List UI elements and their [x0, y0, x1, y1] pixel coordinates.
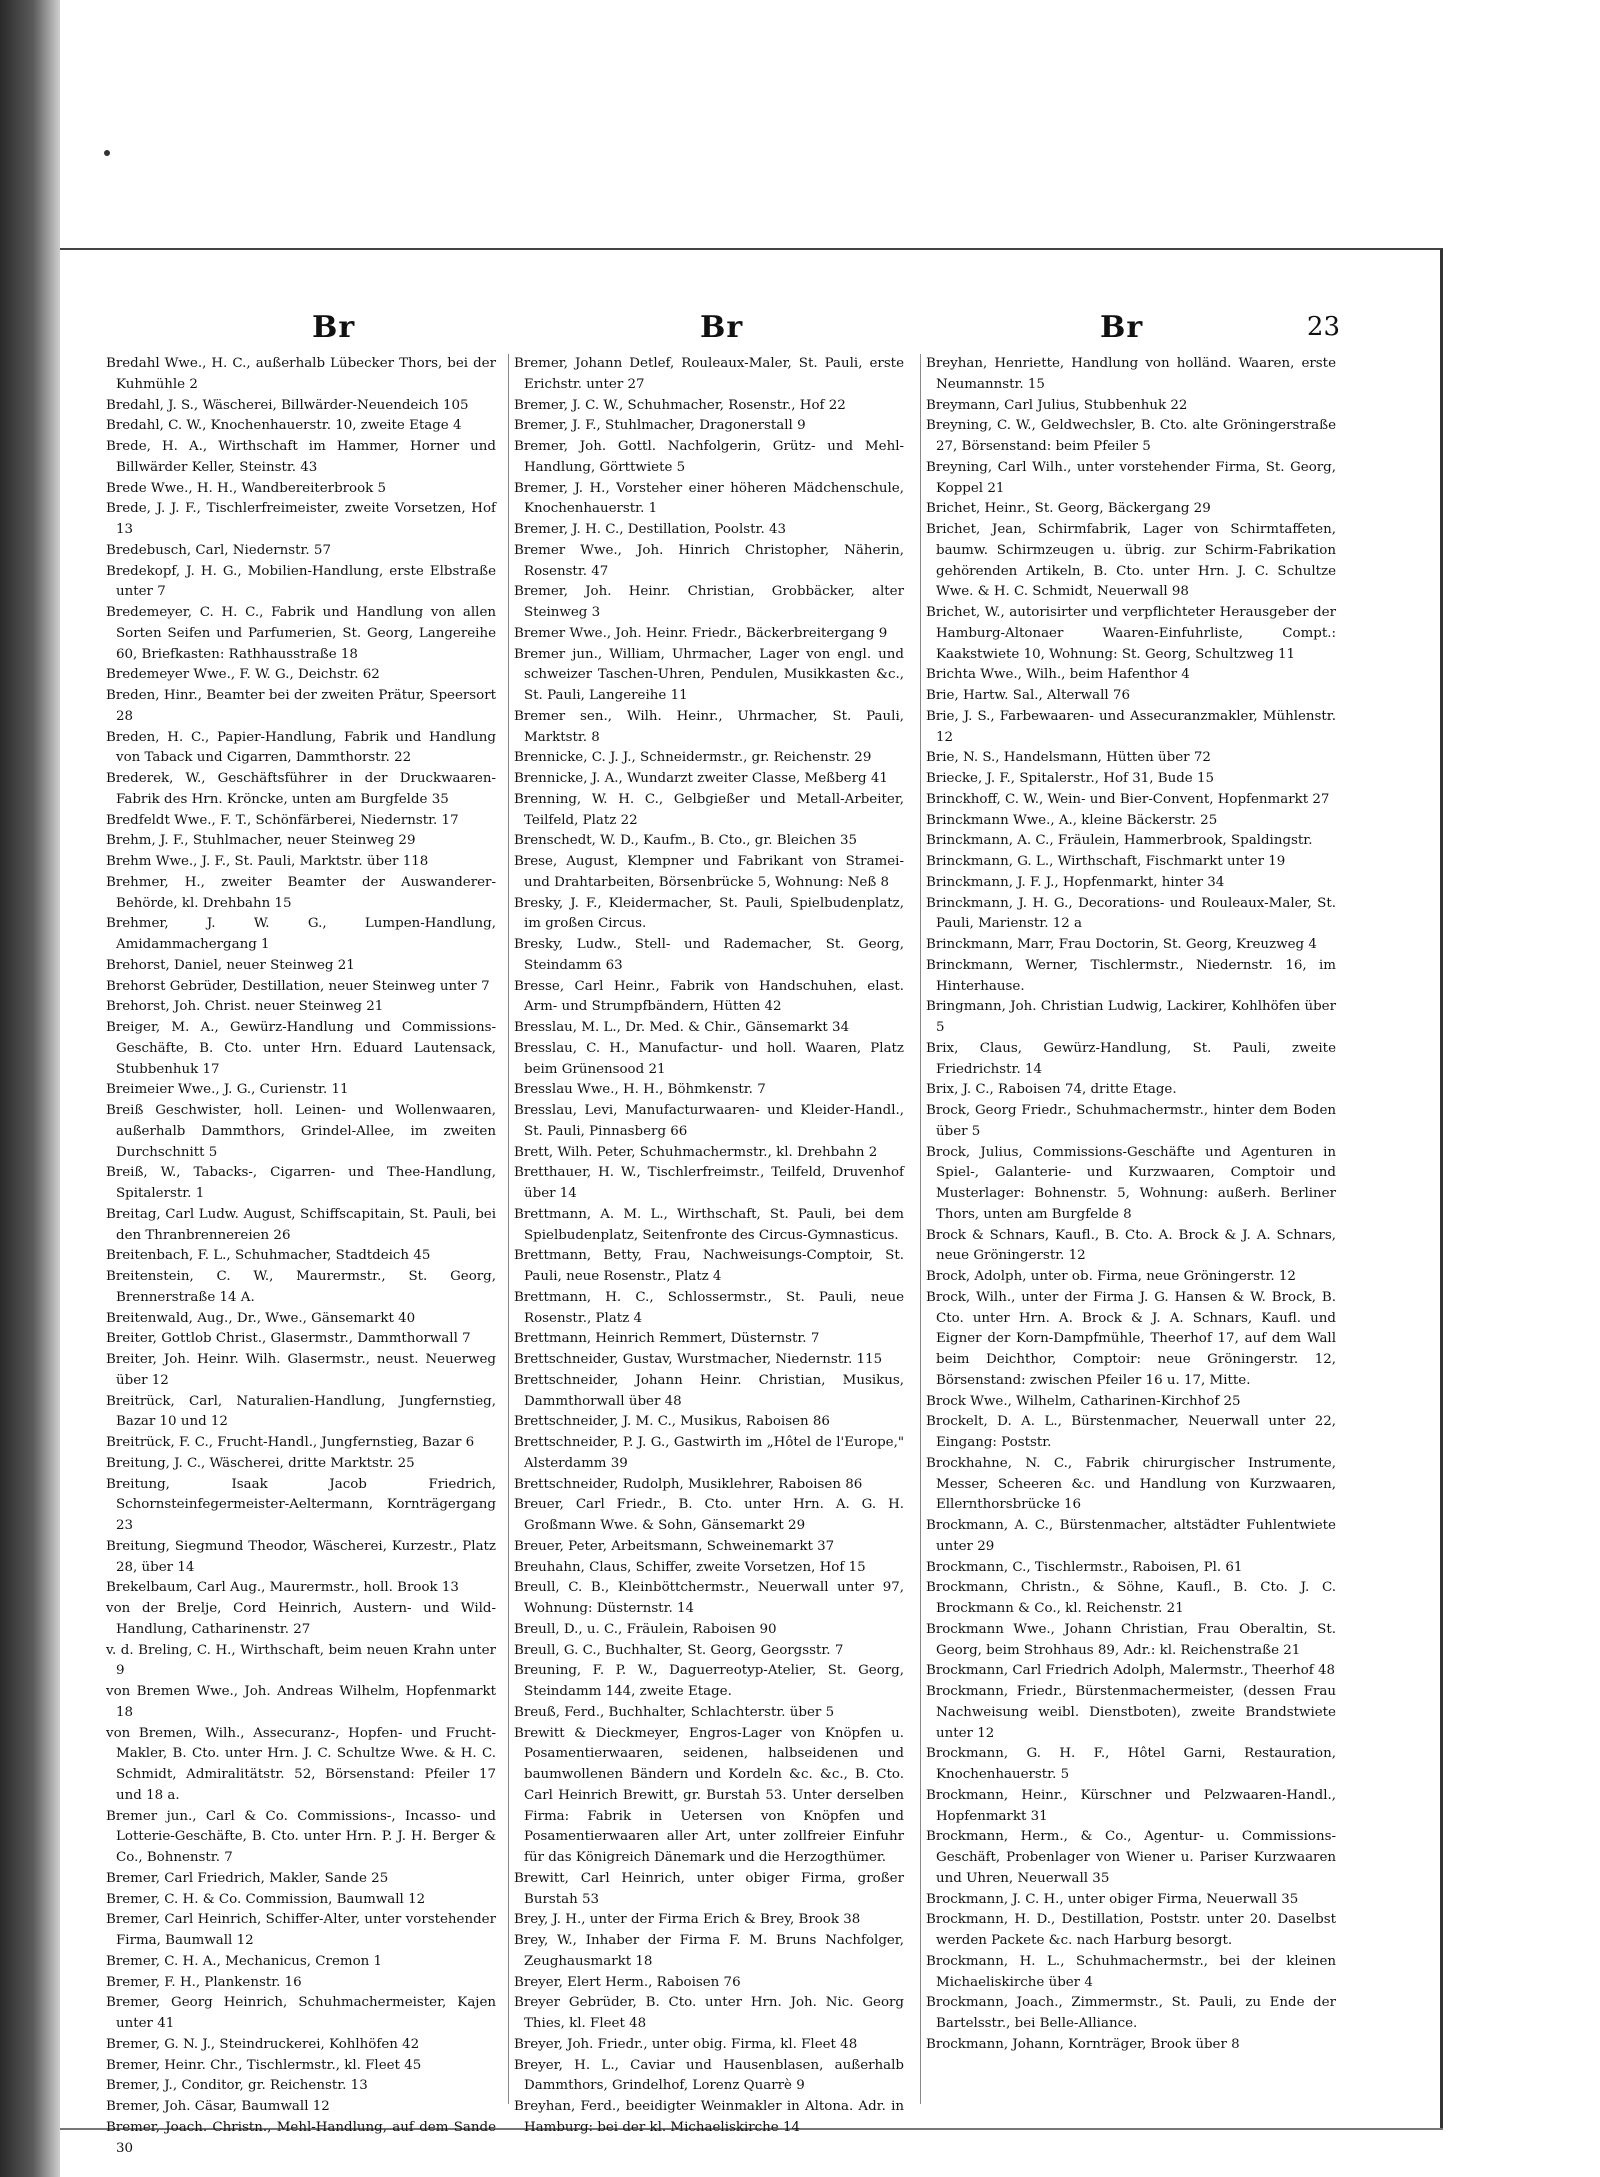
directory-entry: Bremer, C. H. & Co. Commission, Baumwall 12 [106, 1891, 426, 1907]
directory-entry: Brock, Julius, Commissions-Geschäfte und Agenturen in Spiel-, Galanterie- und Kurzwaaren, Comptoir und Musterlager: Bohnenstr. 5, Wohnung: außerh. Berliner Thors, unten am Burgfelde 8 [926, 1144, 1336, 1222]
directory-entry: Bresslau Wwe., H. H., Böhmkenstr. 7 [514, 1082, 766, 1098]
directory-column-1 [106, 354, 496, 2156]
directory-entry: Breuhahn, Claus, Schiffer, zweite Vorsetzen, Hof 15 [514, 1559, 866, 1575]
directory-entry: Brinckmann, A. C., Fräulein, Hammerbrook, Spaldingstr. [926, 833, 1313, 849]
directory-entry: Brockmann, C., Tischlermstr., Raboisen, Pl. 61 [926, 1559, 1243, 1575]
directory-entry: Breyer, H. L., Caviar und Hausenblasen, außerhalb Dammthors, Grindelhof, Lorenz Quarrè 9 [514, 2057, 904, 2094]
directory-entry: Breymann, Carl Julius, Stubbenhuk 22 [926, 397, 1188, 413]
directory-entry: Breitenwald, Aug., Dr., Wwe., Gänsemarkt 40 [106, 1310, 416, 1326]
directory-entry: Brettschneider, Gustav, Wurstmacher, Niedernstr. 115 [514, 1352, 883, 1367]
directory-entry: Brehorst Gebrüder, Destillation, neuer Steinweg unter 7 [106, 978, 490, 994]
directory-entry: Brehorst, Daniel, neuer Steinweg 21 [106, 957, 355, 973]
directory-entry: Brekelbaum, Carl Aug., Maurermstr., holl. Brook 13 [106, 1580, 459, 1596]
directory-entry: Brockmann, Christn., & Söhne, Kaufl., B. Cto. J. C. Brockmann & Co., kl. Reichenstr. 21 [926, 1580, 1336, 1616]
directory-entry: Bretthauer, H. W., Tischlerfreimstr., Teilfeld, Druvenhof über 14 [514, 1165, 904, 1201]
directory-entry: Brennicke, C. J. J., Schneidermstr., gr. Reichenstr. 29 [514, 750, 872, 766]
directory-entry: Brockmann, Johann, Kornträger, Brook über 8 [926, 2036, 1240, 2052]
directory-entry: Breitrück, F. C., Frucht-Handl., Jungfernstieg, Bazar 6 [106, 1435, 475, 1450]
directory-entry: Brinckmann Wwe., A., kleine Bäckerstr. 25 [926, 812, 1218, 828]
directory-entry: Breuer, Carl Friedr., B. Cto. unter Hrn. A. G. H. Großmann Wwe. & Sohn, Gänsemarkt 29 [514, 1497, 904, 1533]
directory-entry: Brix, J. C., Raboisen 74, dritte Etage. [926, 1082, 1177, 1098]
directory-entry: Bremer Wwe., Joh. Heinr. Friedr., Bäckerbreitergang 9 [514, 625, 888, 641]
directory-entry: Breuß, Ferd., Buchhalter, Schlachterstr. über 5 [514, 1704, 835, 1720]
directory-entry: Bremer, Joach. Christn., Mehl-Handlung, auf dem Sande 30 [106, 2119, 496, 2156]
directory-entry: Brockmann, Joach., Zimmermstr., St. Pauli, zu Ende der Bartelsstr., bei Belle-Alliance. [926, 1995, 1336, 2031]
directory-entry: Brehorst, Joh. Christ. neuer Steinweg 21 [106, 999, 384, 1015]
directory-entry: Bremer, F. H., Plankenstr. 16 [106, 1974, 302, 1990]
directory-entry: Breitung, Siegmund Theodor, Wäscherei, Kurzestr., Platz 28, über 14 [106, 1538, 496, 1575]
directory-entry: Breimeier Wwe., J. G., Curienstr. 11 [106, 1082, 349, 1098]
directory-entry: Breiger, M. A., Gewürz-Handlung und Commissions-Geschäfte, B. Cto. unter Hrn. Eduard Lautensack, Stubbenhuk 17 [106, 1020, 496, 1077]
directory-entry: Bremer, Georg Heinrich, Schuhmachermeister, Kajen unter 41 [106, 1995, 496, 2031]
directory-entry: Bremer, J. H., Vorsteher einer höheren Mädchenschule, Knochenhauerstr. 1 [514, 480, 904, 517]
directory-entry: Brinckmann, Marr, Frau Doctorin, St. Georg, Kreuzweg 4 [926, 937, 1317, 952]
directory-entry: Bremer, Heinr. Chr., Tischlermstr., kl. Fleet 45 [106, 2057, 422, 2073]
directory-entry: Bredebusch, Carl, Niedernstr. 57 [106, 542, 331, 558]
directory-entry: Brockmann, Heinr., Kürschner und Pelzwaaren-Handl., Hopfenmarkt 31 [926, 1787, 1336, 1824]
directory-entry: Brettschneider, Rudolph, Musiklehrer, Raboisen 86 [514, 1476, 863, 1492]
directory-entry: Bresky, Ludw., Stell- und Rademacher, St. Georg, Steindamm 63 [514, 937, 904, 973]
directory-entry: Breull, C. B., Kleinböttchermstr., Neuerwall unter 97, Wohnung: Düsternstr. 14 [514, 1580, 904, 1616]
directory-column-3 [926, 354, 1336, 2104]
directory-entry: von Bremen Wwe., Joh. Andreas Wilhelm, Hopfenmarkt 18 [106, 1684, 496, 1720]
directory-entry: Breyer, Elert Herm., Raboisen 76 [514, 1974, 741, 1990]
directory-entry: Brey, J. H., unter der Firma Erich & Brey, Brook 38 [514, 1912, 861, 1928]
directory-entry: Bresky, J. F., Kleidermacher, St. Pauli, Spielbudenplatz, im großen Circus. [514, 895, 904, 932]
directory-entry: Brockmann, H. L., Schuhmachermstr., bei der kleinen Michaeliskirche über 4 [926, 1953, 1336, 1990]
header-middle: Br [700, 310, 744, 345]
directory-entry: Brewitt & Dieckmeyer, Engros-Lager von Knöpfen u. Posamentierwaaren, seidenen, halbseidenen und baumwollenen Bändern und Kordeln &c. &c., B. Cto. Carl Heinrich Brewitt, gr. Burstah 53. Unter derselben Firma: Fabrik in Uetersen von Knöpfen und Posamentierwaaren aller Art, unter zollfreier Einfuhr für das Königreich Dänemark und die Herzogthümer. [514, 1725, 904, 1865]
directory-entry: Brettmann, Betty, Frau, Nachweisungs-Comptoir, St. Pauli, neue Rosenstr., Platz 4 [514, 1248, 904, 1284]
directory-entry: Breden, Hinr., Beamter bei der zweiten Prätur, Speersort 28 [106, 688, 496, 724]
directory-entry: Bremer, J. F., Stuhlmacher, Dragonerstall 9 [514, 418, 806, 434]
directory-entry: Breitenbach, F. L., Schuhmacher, Stadtdeich 45 [106, 1248, 431, 1264]
directory-entry: Breden, H. C., Papier-Handlung, Fabrik und Handlung von Taback und Cigarren, Dammthorstr. 22 [106, 729, 496, 766]
directory-entry: Brenschedt, W. D., Kaufm., B. Cto., gr. Bleichen 35 [514, 833, 858, 849]
directory-entry: Breiter, Joh. Heinr. Wilh. Glasermstr., neust. Neuerweg über 12 [106, 1352, 496, 1388]
directory-entry: Bredahl Wwe., H. C., außerhalb Lübecker Thors, bei der Kuhmühle 2 [106, 356, 496, 392]
directory-entry: Brinckmann, J. F. J., Hopfenmarkt, hinter 34 [926, 874, 1225, 890]
directory-entry: Brockelt, D. A. L., Bürstenmacher, Neuerwall unter 22, Eingang: Poststr. [926, 1414, 1336, 1450]
directory-entry: Breiter, Gottlob Christ., Glasermstr., Dammthorwall 7 [106, 1331, 471, 1347]
directory-entry: Brede, J. J. F., Tischlerfreimeister, zweite Vorsetzen, Hof 13 [106, 501, 496, 537]
directory-entry: Brinckmann, Werner, Tischlermstr., Niedernstr. 16, im Hinterhause. [926, 957, 1336, 994]
directory-entry: Bredfeldt Wwe., F. T., Schönfärberei, Niedernstr. 17 [106, 812, 459, 828]
directory-entry: Breuer, Peter, Arbeitsmann, Schweinemarkt 37 [514, 1538, 835, 1554]
directory-entry: Brockmann, G. H. F., Hôtel Garni, Restauration, Knochenhauerstr. 5 [926, 1746, 1336, 1782]
directory-entry: von der Brelje, Cord Heinrich, Austern- und Wild-Handlung, Catharinenstr. 27 [106, 1601, 496, 1637]
directory-entry: Breyhan, Henriette, Handlung von holländ. Waaren, erste Neumannstr. 15 [926, 356, 1336, 392]
directory-entry: Brennicke, J. A., Wundarzt zweiter Classe, Meßberg 41 [514, 771, 888, 786]
directory-entry: Brockmann, A. C., Bürstenmacher, altstädter Fuhlentwiete unter 29 [926, 1518, 1336, 1554]
directory-entry: Breuning, F. P. W., Daguerreotyp-Atelier, St. Georg, Steindamm 144, zweite Etage. [514, 1663, 904, 1699]
directory-entry: v. d. Breling, C. H., Wirthschaft, beim neuen Krahn unter 9 [106, 1642, 496, 1679]
directory-entry: Bremer, Joh. Cäsar, Baumwall 12 [106, 2099, 330, 2114]
directory-entry: Bremer, Carl Friedrich, Makler, Sande 25 [106, 1870, 389, 1886]
directory-entry: Bredahl, C. W., Knochenhauerstr. 10, zweite Etage 4 [106, 418, 462, 434]
page-number: 23 [1306, 312, 1340, 342]
directory-entry: von Bremen, Wilh., Assecuranz-, Hopfen- und Frucht-Makler, B. Cto. unter Hrn. J. C. Schultze Wwe. & H. C. Schmidt, Admiralitätstr. 52, Börsenstand: Pfeiler 17 und 18 a. [106, 1725, 496, 1803]
directory-entry: Breiß, W., Tabacks-, Cigarren- und Thee-Handlung, Spitalerstr. 1 [106, 1165, 496, 1201]
directory-entry: Brock Wwe., Wilhelm, Catharinen-Kirchhof 25 [926, 1393, 1241, 1409]
directory-entry: Brichet, Jean, Schirmfabrik, Lager von Schirmtaffeten, baumw. Schirmzeugen u. übrig. zur Schirm-Fabrikation gehörenden Artikeln, B. Cto. unter Hrn. J. C. Schultze Wwe. & H. C. Schmidt, Neuerwall 98 [926, 522, 1336, 600]
directory-entry: Briecke, J. F., Spitalerstr., Hof 31, Bude 15 [926, 771, 1215, 786]
directory-entry: Bresslau, M. L., Dr. Med. & Chir., Gänsemarkt 34 [514, 1020, 850, 1035]
directory-entry: Bremer, Joh. Heinr. Christian, Grobbäcker, alter Steinweg 3 [514, 584, 904, 620]
directory-entry: Breyer, Joh. Friedr., unter obig. Firma, kl. Fleet 48 [514, 2036, 858, 2052]
directory-entry: Brey, W., Inhaber der Firma F. M. Bruns Nachfolger, Zeughausmarkt 18 [514, 1933, 904, 1969]
directory-entry: Bredemeyer Wwe., F. W. G., Deichstr. 62 [106, 667, 380, 683]
directory-entry: Brenning, W. H. C., Gelbgießer und Metall-Arbeiter, Teilfeld, Platz 22 [514, 791, 904, 828]
directory-entry: Brewitt, Carl Heinrich, unter obiger Firma, großer Burstah 53 [514, 1870, 904, 1907]
directory-entry: Brehm Wwe., J. F., St. Pauli, Marktstr. über 118 [106, 854, 429, 869]
directory-entry: Bremer Wwe., Joh. Hinrich Christopher, Näherin, Rosenstr. 47 [514, 542, 904, 579]
column-rule [920, 354, 921, 2104]
directory-entry: Brinckhoff, C. W., Wein- und Bier-Convent, Hopfenmarkt 27 [926, 791, 1330, 807]
directory-entry: Breitrück, Carl, Naturalien-Handlung, Jungfernstieg, Bazar 10 und 12 [106, 1393, 496, 1430]
directory-entry: Brehmer, H., zweiter Beamter der Auswanderer-Behörde, kl. Drehbahn 15 [106, 874, 496, 911]
directory-entry: Brockmann Wwe., Johann Christian, Frau Oberaltin, St. Georg, beim Strohhaus 89, Adr.: kl. Reichenstraße 21 [926, 1621, 1336, 1658]
directory-entry: Brese, August, Klempner und Fabrikant von Stramei- und Drahtarbeiten, Börsenbrücke 5, Wohnung: Neß 8 [514, 854, 904, 890]
header-left: Br [312, 310, 356, 345]
directory-entry: Brinckmann, G. L., Wirthschaft, Fischmarkt unter 19 [926, 854, 1286, 869]
directory-entry: Bresslau, C. H., Manufactur- und holl. Waaren, Platz beim Grünensood 21 [514, 1040, 904, 1077]
directory-entry: Bremer, J. C. W., Schuhmacher, Rosenstr., Hof 22 [514, 397, 846, 413]
directory-entry: Bremer, G. N. J., Steindruckerei, Kohlhöfen 42 [106, 2036, 420, 2052]
directory-entry: Breiß Geschwister, holl. Leinen- und Wollenwaaren, außerhalb Dammthors, Grindel-Allee, im zweiten Durchschnitt 5 [106, 1103, 496, 1160]
directory-entry: Bremer sen., Wilh. Heinr., Uhrmacher, St. Pauli, Marktstr. 8 [514, 708, 904, 745]
directory-entry: Brehm, J. F., Stuhlmacher, neuer Steinweg 29 [106, 833, 416, 849]
directory-entry: Breull, D., u. C., Fräulein, Raboisen 90 [514, 1621, 777, 1637]
directory-entry: Brix, Claus, Gewürz-Handlung, St. Pauli, zweite Friedrichstr. 14 [926, 1040, 1336, 1077]
directory-entry: Bremer, Johann Detlef, Rouleaux-Maler, St. Pauli, erste Erichstr. unter 27 [514, 356, 904, 392]
directory-entry: Brettmann, Heinrich Remmert, Düsternstr. 7 [514, 1331, 820, 1347]
directory-entry: Bremer jun., Carl & Co. Commissions-, Incasso- und Lotterie-Geschäfte, B. Cto. unter Hrn. P. J. H. Berger & Co., Bohnenstr. 7 [106, 1808, 496, 1865]
directory-entry: Brehmer, J. W. G., Lumpen-Handlung, Amidammachergang 1 [106, 916, 496, 952]
ink-speck [104, 150, 110, 156]
directory-entry: Bremer, J., Conditor, gr. Reichenstr. 13 [106, 2078, 368, 2094]
directory-entry: Bresslau, Levi, Manufacturwaaren- und Kleider-Handl., St. Pauli, Pinnasberg 66 [514, 1103, 904, 1139]
directory-entry: Breitung, Isaak Jacob Friedrich, Schornsteinfegermeister-Aeltermann, Kornträgergang 23 [106, 1476, 496, 1533]
directory-entry: Bremer, J. H. C., Destillation, Poolstr. 43 [514, 522, 787, 537]
directory-entry: Brichet, Heinr., St. Georg, Bäckergang 29 [926, 501, 1211, 517]
directory-entry: Brede, H. A., Wirthschaft im Hammer, Horner und Billwärder Keller, Steinstr. 43 [106, 439, 496, 475]
directory-entry: Brettmann, A. M. L., Wirthschaft, St. Pauli, bei dem Spielbudenplatz, Seitenfronte des Circus-Gymnasticus. [514, 1206, 904, 1243]
directory-entry: Brichet, W., autorisirter und verpflichteter Herausgeber der Hamburg-Altonaer Waaren-Einfuhrliste, Compt.: Kaakstwiete 10, Wohnung: St. Georg, Schultzweg 11 [926, 605, 1336, 662]
directory-entry: Brockmann, H. D., Destillation, Poststr. unter 20. Daselbst werden Packete &c. nach Harburg besorgt. [926, 1912, 1336, 1948]
directory-entry: Brock, Wilh., unter der Firma J. G. Hansen & W. Brock, B. Cto. unter Hrn. A. Brock & J. A. Schnars, Kaufl. und Eigner der Korn-Dampfmühle, Theerhof 17, auf dem Wall beim Deichthor, Comptoir: neue Gröningerstr. 12, Börsenstand: zwischen Pfeiler 16 u. 17, Mitte. [926, 1289, 1336, 1388]
directory-entry: Bremer, C. H. A., Mechanicus, Cremon 1 [106, 1953, 383, 1969]
directory-entry: Bremer, Joh. Gottl. Nachfolgerin, Grütz- und Mehl-Handlung, Görttwiete 5 [514, 439, 904, 475]
directory-entry: Bredekopf, J. H. G., Mobilien-Handlung, erste Elbstraße unter 7 [106, 563, 496, 600]
directory-entry: Breitung, J. C., Wäscherei, dritte Marktstr. 25 [106, 1455, 415, 1471]
directory-entry: Brock, Adolph, unter ob. Firma, neue Gröningerstr. 12 [926, 1269, 1296, 1284]
directory-entry: Breitag, Carl Ludw. August, Schiffscapitain, St. Pauli, bei den Thranbrennereien 26 [106, 1206, 496, 1243]
directory-entry: Breyhan, Ferd., beeidigter Weinmakler in Altona. Adr. in Hamburg: bei der kl. Michaeliskirche 14 [514, 2099, 904, 2135]
directory-entry: Brederek, W., Geschäftsführer in der Druckwaaren-Fabrik des Hrn. Kröncke, unten am Burgfelde 35 [106, 771, 496, 807]
directory-entry: Brie, N. S., Handelsmann, Hütten über 72 [926, 750, 1211, 766]
directory-entry: Brock & Schnars, Kaufl., B. Cto. A. Brock & J. A. Schnars, neue Gröningerstr. 12 [926, 1227, 1336, 1264]
directory-entry: Brede Wwe., H. H., Wandbereiterbrook 5 [106, 480, 387, 496]
directory-entry: Brettschneider, J. M. C., Musikus, Raboisen 86 [514, 1414, 830, 1430]
directory-entry: Bringmann, Joh. Christian Ludwig, Lackirer, Kohlhöfen über 5 [926, 999, 1336, 1035]
directory-entry: Bremer, Carl Heinrich, Schiffer-Alter, unter vorstehender Firma, Baumwall 12 [106, 1912, 496, 1948]
directory-entry: Brockmann, Friedr., Bürstenmachermeister, (dessen Frau Nachweisung weibl. Dienstboten), zweite Brandstwiete unter 12 [926, 1684, 1336, 1741]
directory-entry: Brie, Hartw. Sal., Alterwall 76 [926, 688, 1130, 703]
directory-entry: Brockhahne, N. C., Fabrik chirurgischer Instrumente, Messer, Scheeren &c. und Handlung von Kurzwaaren, Ellernthorsbrücke 16 [926, 1455, 1336, 1513]
directory-entry: Brockmann, Carl Friedrich Adolph, Malermstr., Theerhof 48 [926, 1663, 1336, 1679]
directory-entry: Breitenstein, C. W., Maurermstr., St. Georg, Brennerstraße 14 A. [106, 1269, 496, 1305]
directory-entry: Brettschneider, P. J. G., Gastwirth im „Hôtel de l'Europe," Alsterdamm 39 [514, 1435, 904, 1471]
directory-entry: Brettmann, H. C., Schlossermstr., St. Pauli, neue Rosenstr., Platz 4 [514, 1289, 904, 1326]
directory-entry: Bredahl, J. S., Wäscherei, Billwärder-Neuendeich 105 [106, 397, 469, 413]
directory-entry: Brockmann, J. C. H., unter obiger Firma, Neuerwall 35 [926, 1891, 1299, 1907]
directory-entry: Breull, G. C., Buchhalter, St. Georg, Georgsstr. 7 [514, 1642, 844, 1658]
directory-entry: Bremer jun., William, Uhrmacher, Lager von engl. und schweizer Taschen-Uhren, Pendulen, Musikkasten &c., St. Pauli, Langereihe 11 [514, 646, 904, 703]
directory-entry: Brockmann, Herm., & Co., Agentur- u. Commissions-Geschäft, Probenlager von Wiener u. Pariser Kurzwaaren und Uhren, Neuerwall 35 [926, 1829, 1336, 1886]
directory-entry: Bresse, Carl Heinr., Fabrik von Handschuhen, elast. Arm- und Strumpfbändern, Hütten 42 [514, 978, 904, 1015]
scan-shadow [0, 0, 60, 2177]
column-rule [508, 354, 509, 2104]
directory-entry: Brettschneider, Johann Heinr. Christian, Musikus, Dammthorwall über 48 [514, 1372, 904, 1409]
directory-column-2 [514, 354, 904, 2135]
directory-entry: Breyning, Carl Wilh., unter vorstehender Firma, St. Georg, Koppel 21 [926, 459, 1336, 496]
directory-entry: Brock, Georg Friedr., Schuhmachermstr., hinter dem Boden über 5 [926, 1103, 1336, 1139]
directory-entry: Brichta Wwe., Wilh., beim Hafenthor 4 [926, 667, 1190, 683]
header-right: Br [1100, 310, 1144, 345]
directory-entry: Brie, J. S., Farbewaaren- und Assecuranzmakler, Mühlenstr. 12 [926, 708, 1336, 745]
directory-entry: Bredemeyer, C. H. C., Fabrik und Handlung von allen Sorten Seifen und Parfumerien, St. Georg, Langereihe 60, Briefkasten: Rathhausstraße 18 [106, 605, 496, 662]
directory-entry: Breyer Gebrüder, B. Cto. unter Hrn. Joh. Nic. Georg Thies, kl. Fleet 48 [514, 1995, 904, 2031]
directory-entry: Brinckmann, J. H. G., Decorations- und Rouleaux-Maler, St. Pauli, Marienstr. 12 a [926, 895, 1336, 932]
directory-entry: Brett, Wilh. Peter, Schuhmachermstr., kl. Drehbahn 2 [514, 1144, 878, 1160]
running-header [100, 310, 1340, 350]
directory-entry: Breyning, C. W., Geldwechsler, B. Cto. alte Gröningerstraße 27, Börsenstand: beim Pfeiler 5 [926, 418, 1336, 454]
